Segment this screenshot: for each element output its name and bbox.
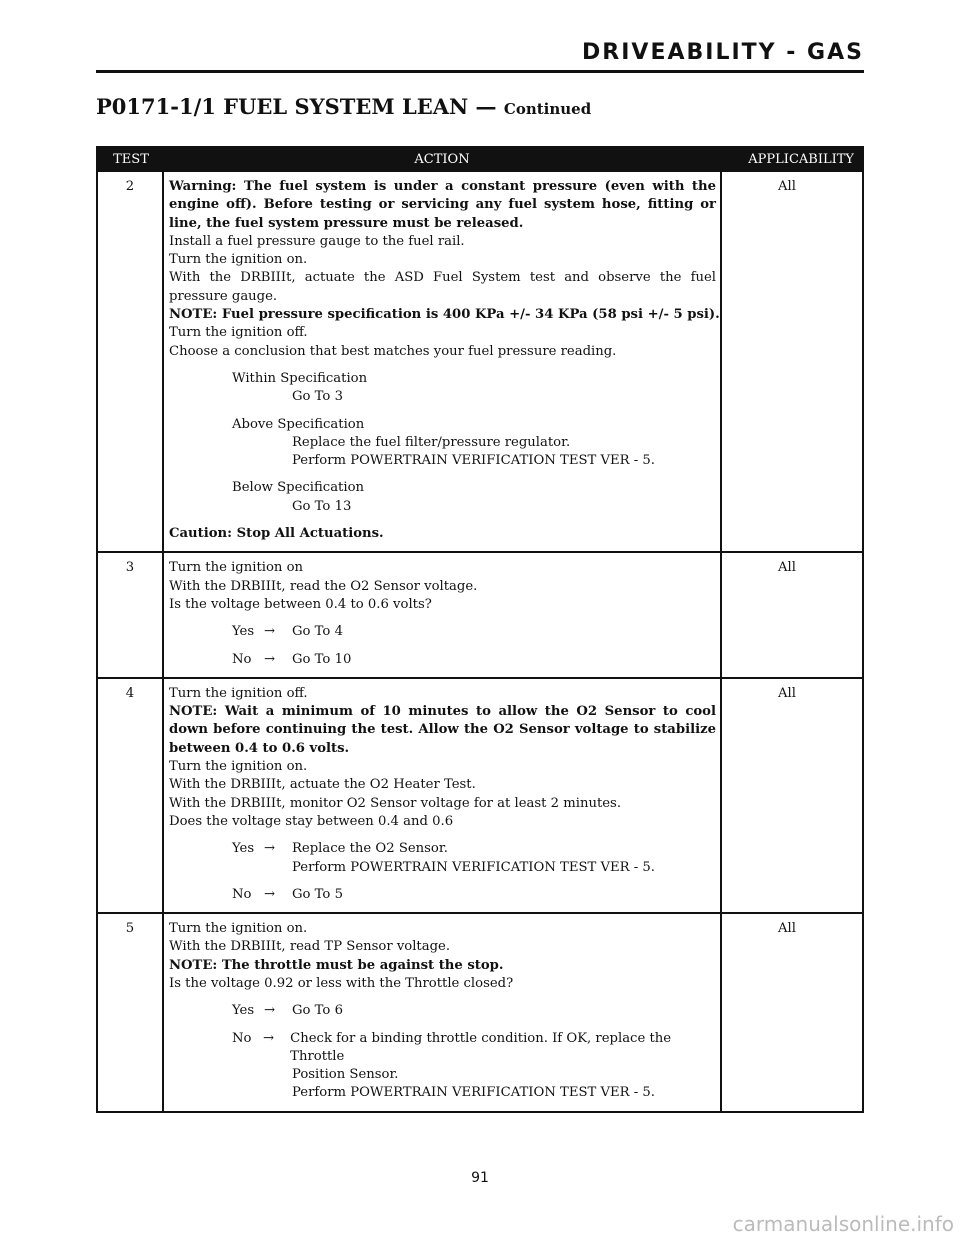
applicability-cell: All <box>778 560 796 576</box>
yes-label: Yes <box>232 841 255 857</box>
no-label: No <box>232 886 252 902</box>
action-cell <box>164 914 722 1111</box>
continued-label: Continued <box>503 100 592 118</box>
warning-text: Warning: The fuel system is under a constant pressure (even with the engine off). Before testing or servicing any fuel system hose, fitting or line, the fuel system pressure must be released. <box>169 179 716 231</box>
test-number: 3 <box>98 553 164 676</box>
test-number: 4 <box>98 679 164 912</box>
header-rule <box>96 70 864 73</box>
action-line: Turn the ignition on. <box>169 921 308 937</box>
header-test: TEST <box>113 151 149 167</box>
yes-branch <box>169 623 716 641</box>
test-number: 5 <box>98 914 164 1111</box>
no-result: Perform POWERTRAIN VERIFICATION TEST VER - 5. <box>292 1085 655 1101</box>
option-result: Go To 3 <box>292 389 343 405</box>
action-line: Choose a conclusion that best matches your fuel pressure reading. <box>169 343 617 359</box>
note-text: NOTE: The throttle must be against the stop. <box>169 957 504 973</box>
action-line: Install a fuel pressure gauge to the fuel rail. <box>169 233 465 249</box>
no-branch <box>169 886 716 904</box>
action-line: Turn the ignition off. <box>169 685 308 701</box>
header-action: ACTION <box>414 151 470 167</box>
arrow-icon: → <box>264 841 276 857</box>
no-branch <box>169 1030 716 1067</box>
table-row <box>98 912 862 1111</box>
table-row <box>98 677 862 912</box>
yes-result: Replace the O2 Sensor. <box>292 841 448 857</box>
yes-label: Yes <box>232 1003 255 1019</box>
table-row <box>98 551 862 676</box>
option-result: Perform POWERTRAIN VERIFICATION TEST VER - 5. <box>292 453 655 469</box>
applicability-cell: All <box>778 685 796 701</box>
yes-result: Perform POWERTRAIN VERIFICATION TEST VER - 5. <box>292 859 655 875</box>
applicability-cell: All <box>778 179 796 194</box>
action-line: With the DRBIIIt, actuate the ASD Fuel System test and observe the fuel pressure gauge. <box>169 270 716 304</box>
arrow-icon: → <box>264 651 276 667</box>
option-label: Within Specification <box>232 370 368 386</box>
no-result: Position Sensor. <box>292 1067 399 1083</box>
action-line: With the DRBIIIt, monitor O2 Sensor voltage for at least 2 minutes. <box>169 795 622 811</box>
action-cell <box>164 172 722 551</box>
action-line: Is the voltage 0.92 or less with the Throttle closed? <box>169 975 514 991</box>
action-line: Does the voltage stay between 0.4 and 0.6 <box>169 813 454 829</box>
yes-branch <box>169 840 716 858</box>
arrow-icon: → <box>264 624 276 640</box>
option-label: Above Specification <box>232 416 365 432</box>
no-label: No <box>232 1030 252 1046</box>
option-result: Replace the fuel filter/pressure regulator. <box>292 434 571 450</box>
option-label: Below Specification <box>232 480 365 496</box>
yes-branch <box>169 1002 716 1020</box>
diagnostic-table <box>96 146 864 1113</box>
action-line: Turn the ignition on <box>169 560 304 576</box>
yes-label: Yes <box>232 624 255 640</box>
no-label: No <box>232 651 252 667</box>
arrow-icon: → <box>263 1030 275 1046</box>
test-number: 2 <box>98 172 164 551</box>
arrow-icon: → <box>264 1003 276 1019</box>
table-row <box>98 170 862 551</box>
page-title <box>96 94 591 119</box>
no-result: Go To 5 <box>292 886 343 902</box>
action-line: Is the voltage between 0.4 to 0.6 volts? <box>169 596 432 612</box>
applicability-cell: All <box>778 921 796 937</box>
note-text: NOTE: Fuel pressure specification is 400 KPa +/- 34 KPa (58 psi +/- 5 psi). <box>169 307 720 323</box>
no-result: Go To 10 <box>292 651 352 667</box>
action-line: With the DRBIIIt, read TP Sensor voltage. <box>169 939 451 955</box>
action-line: Turn the ignition off. <box>169 325 308 341</box>
watermark: carmanualsonline.info <box>732 1212 954 1236</box>
arrow-icon: → <box>264 886 276 902</box>
no-result: Check for a binding throttle condition. If OK, replace the Throttle <box>290 1030 672 1064</box>
page-title-text: P0171-1/1 FUEL SYSTEM LEAN — <box>96 94 497 119</box>
action-line: With the DRBIIIt, actuate the O2 Heater Test. <box>169 777 476 793</box>
action-cell <box>164 553 722 676</box>
page-number: 91 <box>471 1170 489 1186</box>
action-line: With the DRBIIIt, read the O2 Sensor voltage. <box>169 578 478 594</box>
no-branch <box>169 651 716 669</box>
note-text: NOTE: Wait a minimum of 10 minutes to allow the O2 Sensor to cool down before continuing the test. Allow the O2 Sensor voltage to stabilize between 0.4 to 0.6 volts. <box>169 704 716 756</box>
caution-text: Caution: Stop All Actuations. <box>169 526 384 542</box>
action-line: Turn the ignition on. <box>169 759 308 775</box>
action-line: Turn the ignition on. <box>169 252 308 268</box>
yes-result: Go To 6 <box>292 1003 343 1019</box>
option-result: Go To 13 <box>292 498 352 514</box>
table-header <box>98 148 862 170</box>
section-header: DRIVEABILITY - GAS <box>582 40 864 65</box>
action-cell <box>164 679 722 912</box>
header-applicability: APPLICABILITY <box>748 151 854 167</box>
yes-result: Go To 4 <box>292 624 343 640</box>
